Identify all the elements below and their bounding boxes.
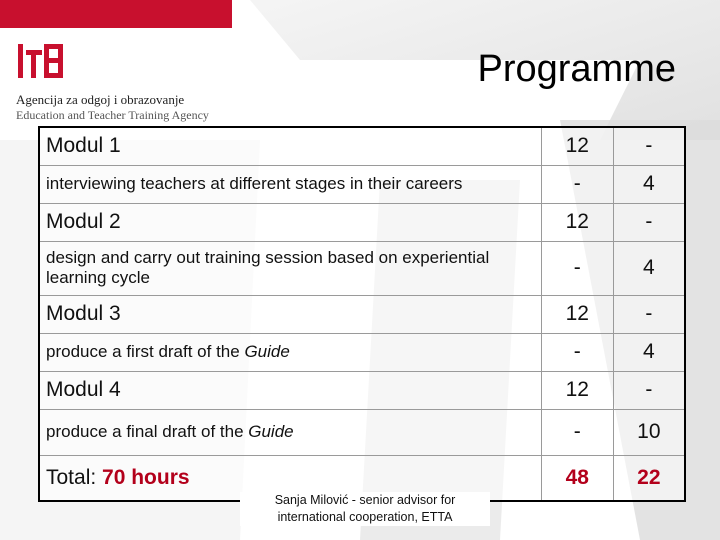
presenter-credit [240,492,490,526]
cell-value: 10 [613,409,685,455]
table-row [39,241,685,295]
table-row [39,409,685,455]
cell-value: - [613,295,685,333]
cell-value: - [541,241,613,295]
total-value: 48 [541,455,613,501]
cell-value: - [541,409,613,455]
guide-emphasis: Guide [244,342,290,361]
credit-line: international cooperation, ETTA [277,510,453,524]
table-row [39,127,685,165]
credit-line: Sanja Milović - senior advisor for [274,493,456,507]
programme-table [38,126,686,502]
cell-value: - [541,165,613,203]
logo-text-croatian: Agencija za odgoj i obrazovanje [16,92,185,107]
cell-value: 12 [541,127,613,165]
activity-label-text: produce a first draft of the [46,342,245,361]
cell-value: 12 [541,203,613,241]
total-label-text: Total: [46,465,103,489]
cell-value: - [541,333,613,371]
agency-logo [12,40,222,124]
brand-top-bar [0,0,232,28]
cell-value: 12 [541,371,613,409]
table-row [39,371,685,409]
module-label: Modul 4 [39,371,541,409]
cell-value: 4 [613,165,685,203]
page-title: Programme [477,48,676,90]
agency-logo-mark [16,40,76,82]
total-hours: 70 hours [102,465,190,489]
module-label: Modul 1 [39,127,541,165]
logo-text-english: Education and Teacher Training Agency [16,108,209,122]
table-row [39,295,685,333]
cell-value: 4 [613,241,685,295]
activity-label: design and carry out training session based on experiential learning cycle [39,241,541,295]
cell-value: 4 [613,333,685,371]
cell-value: 12 [541,295,613,333]
module-label: Modul 3 [39,295,541,333]
activity-label [39,333,541,371]
cell-value: - [613,203,685,241]
table-row [39,165,685,203]
total-value: 22 [613,455,685,501]
table-row [39,333,685,371]
cell-value: - [613,371,685,409]
module-label: Modul 2 [39,203,541,241]
guide-emphasis: Guide [248,422,294,441]
activity-label: interviewing teachers at different stages in their careers [39,165,541,203]
cell-value: - [613,127,685,165]
activity-label-text: produce a final draft of the [46,422,249,441]
table-row [39,203,685,241]
activity-label [39,409,541,455]
